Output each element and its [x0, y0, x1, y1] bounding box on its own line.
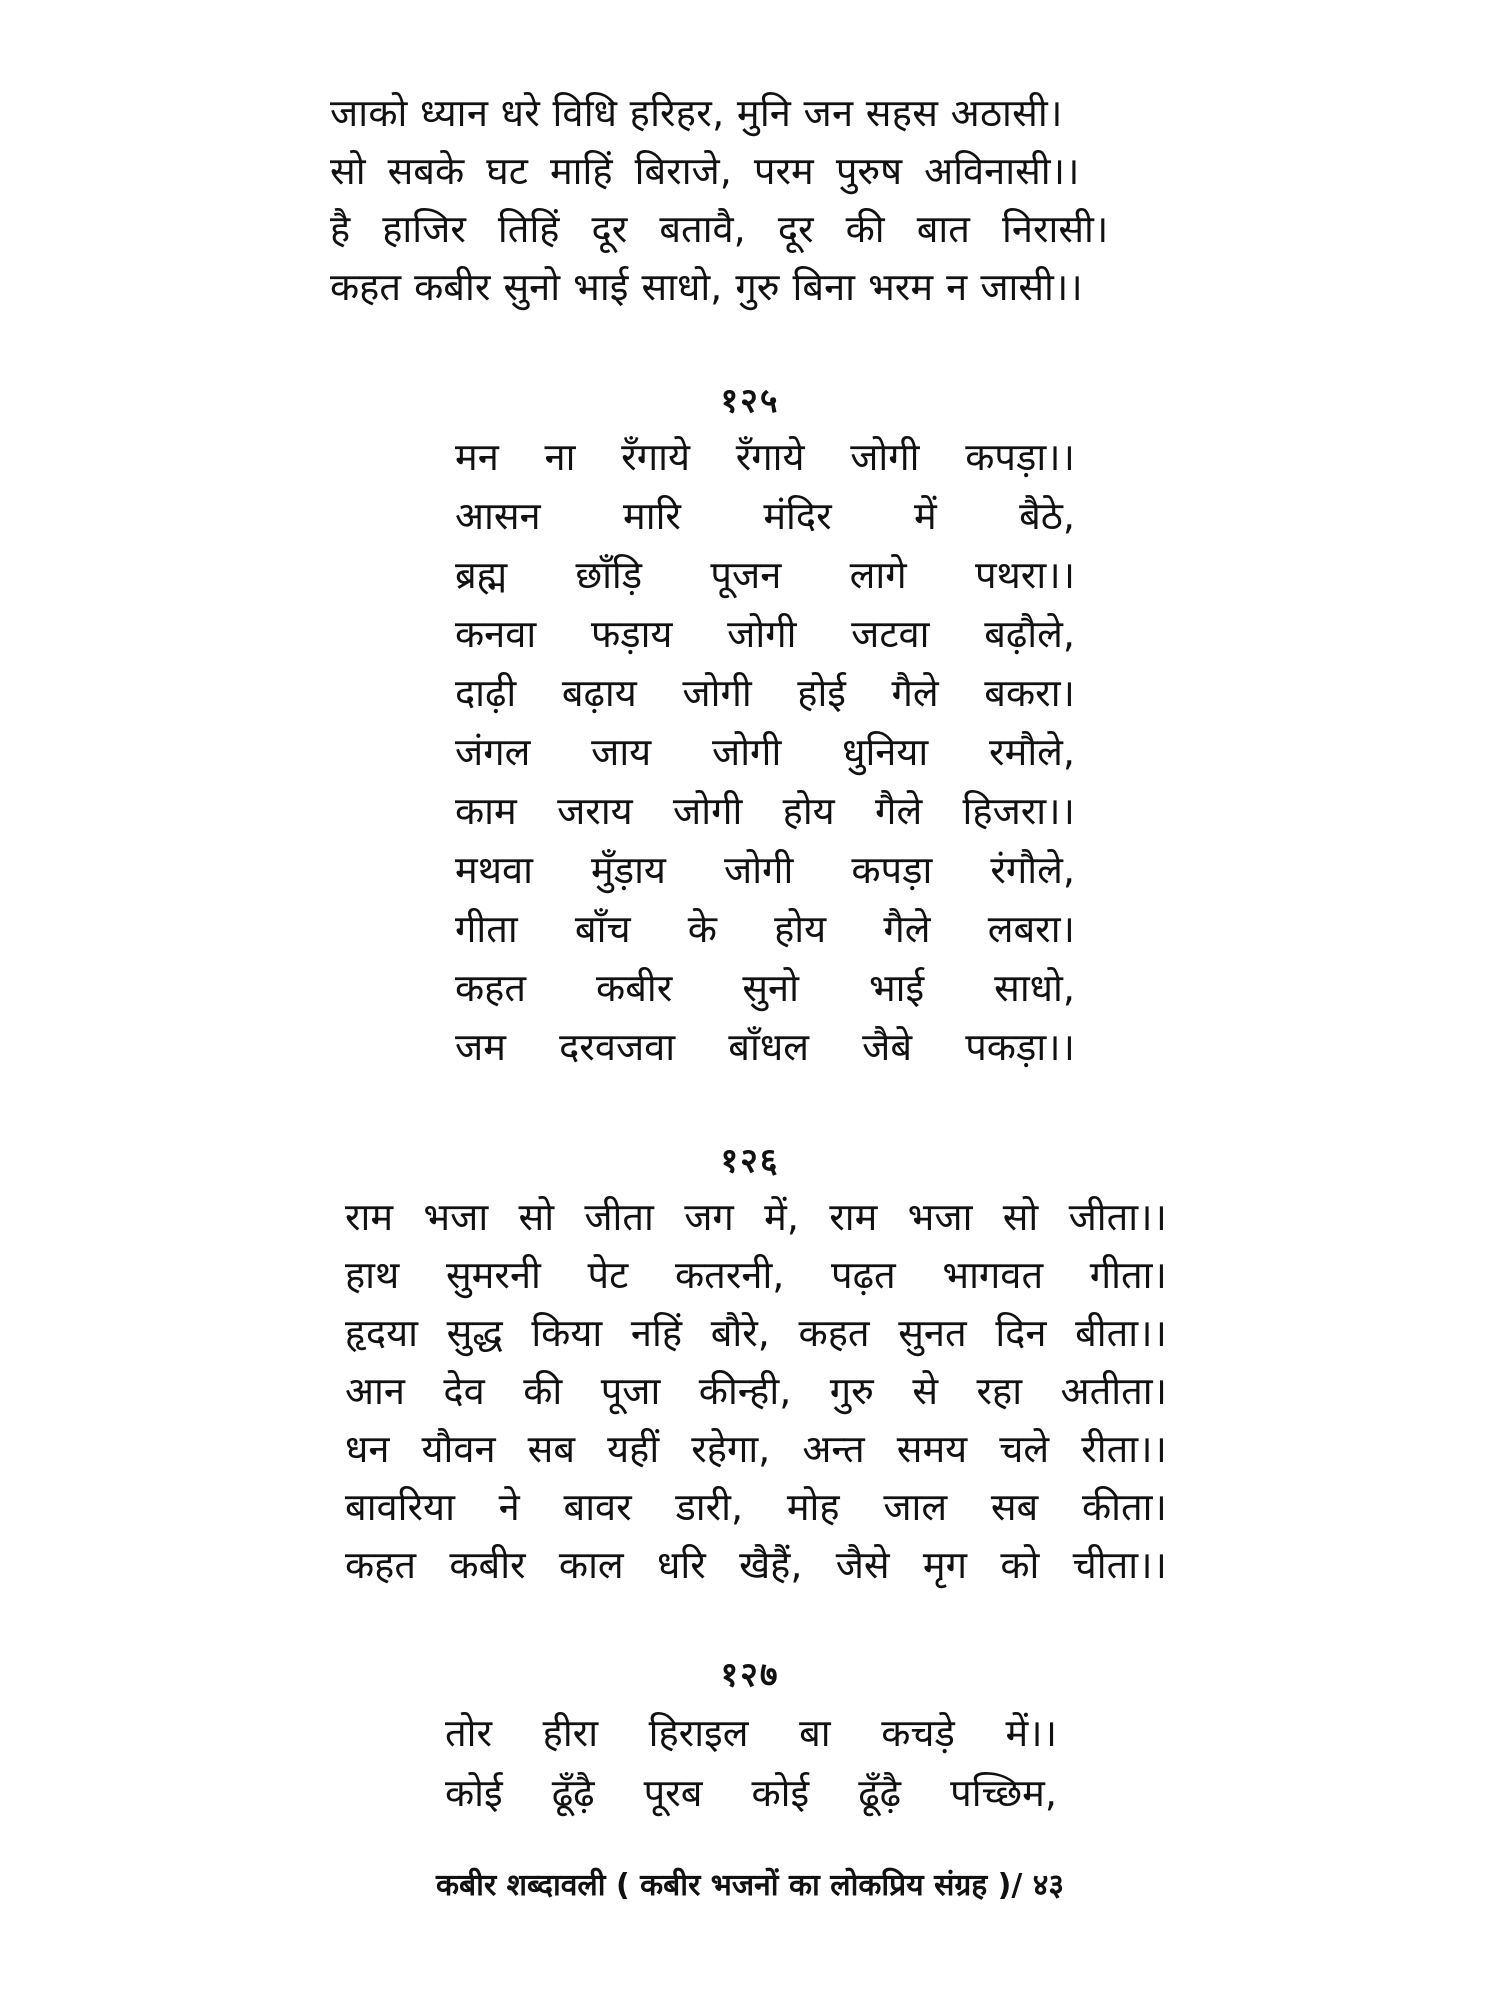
- word: मथवा: [455, 848, 533, 892]
- word: यहीं: [607, 1427, 660, 1471]
- word: बीता।।: [1075, 1311, 1167, 1355]
- word: जाय: [591, 730, 652, 774]
- word: से: [912, 1369, 939, 1413]
- word: यौवन: [421, 1427, 496, 1471]
- word: होय: [774, 907, 827, 951]
- song-125-line: [455, 605, 1075, 663]
- song-125-line: [455, 487, 1075, 545]
- word: किया: [531, 1311, 603, 1355]
- word: भजा: [907, 1195, 973, 1239]
- word: बढ़ाय: [561, 671, 637, 715]
- word: कोई: [751, 1771, 810, 1815]
- word: चीता।।: [1072, 1543, 1167, 1587]
- word: गैले: [883, 907, 931, 951]
- word: ढूँढ़ै: [858, 1771, 902, 1815]
- word: कोई: [445, 1771, 503, 1815]
- word: जाल: [883, 1485, 948, 1529]
- word: बढ़ौले,: [984, 612, 1075, 656]
- word: गीता।: [1089, 1253, 1167, 1297]
- song-126-line: [345, 1536, 1167, 1594]
- song-number-127: १२७: [720, 1655, 780, 1695]
- song-125-line: [455, 1018, 1075, 1076]
- word: पेट: [587, 1253, 629, 1297]
- word: कतरनी,: [674, 1253, 785, 1297]
- word: धरि: [657, 1543, 706, 1587]
- word: कनवा: [455, 612, 537, 656]
- word: दिन: [995, 1311, 1047, 1355]
- song-125-line: [455, 782, 1075, 840]
- word: ने: [498, 1485, 520, 1529]
- word: मारि: [623, 494, 681, 538]
- song-125-line: [455, 428, 1075, 486]
- word: बैठे,: [1019, 494, 1075, 538]
- song-125-line: [455, 664, 1075, 722]
- word: होई: [797, 671, 846, 715]
- word: भाई: [868, 966, 925, 1010]
- song-126-line: [345, 1304, 1167, 1362]
- word: राम: [345, 1195, 394, 1239]
- word: धन: [345, 1427, 390, 1471]
- top-stanza-line: कहत कबीर सुनो भाई साधो, गुरु बिना भरम न जासी।।: [330, 265, 1083, 309]
- word: कहत: [345, 1543, 417, 1587]
- top-stanza-line: सो सबके घट माहिं बिराजे, परम पुरुष अविनासी।।: [330, 149, 1080, 193]
- word: ना: [544, 435, 576, 479]
- word: खैहैं,: [739, 1543, 803, 1587]
- word: रहा: [976, 1369, 1023, 1413]
- word: रँगाये: [621, 435, 690, 479]
- word: डारी,: [675, 1485, 744, 1529]
- song-126-line: [345, 1362, 1167, 1420]
- word: मंदिर: [763, 494, 832, 538]
- word: में,: [764, 1195, 799, 1239]
- word: रँगाये: [735, 435, 805, 479]
- word: जोगी: [712, 730, 782, 774]
- word: हिराइल: [648, 1711, 749, 1755]
- word: गुरु: [829, 1369, 874, 1413]
- word: जम: [455, 1025, 506, 1069]
- word: गैले: [875, 789, 923, 833]
- word: लागे: [849, 553, 907, 597]
- word: कीता।: [1081, 1485, 1167, 1529]
- word: बकरा।: [984, 671, 1075, 715]
- word: नहिं: [630, 1311, 683, 1355]
- song-number-126: १२६: [720, 1141, 780, 1181]
- word: भागवत: [942, 1253, 1044, 1297]
- song-126-line: [345, 1478, 1167, 1536]
- word: काल: [558, 1543, 624, 1587]
- word: सब: [990, 1485, 1039, 1529]
- word: जोगी: [727, 612, 797, 656]
- word: बौरे,: [710, 1311, 770, 1355]
- word: सब: [527, 1427, 576, 1471]
- top-stanza-line: है हाजिर तिहिं दूर बतावै, दूर की बात निरासी।: [330, 207, 1109, 251]
- word: अतीता।: [1060, 1369, 1167, 1413]
- word: जैसे: [835, 1543, 890, 1587]
- word: बावरिया: [345, 1485, 455, 1529]
- word: जग: [684, 1195, 734, 1239]
- word: कबीर: [449, 1543, 526, 1587]
- word: जोगी: [724, 848, 794, 892]
- word: बावर: [563, 1485, 632, 1529]
- word: कबीर: [596, 966, 673, 1010]
- word: चले: [999, 1427, 1050, 1471]
- word: को: [1000, 1543, 1040, 1587]
- word: सुनो: [742, 966, 799, 1010]
- word: पूजन: [710, 553, 782, 597]
- word: सुमरनी: [445, 1253, 541, 1297]
- word: धुनिया: [842, 730, 929, 774]
- word: काम: [455, 789, 517, 833]
- word: पूरब: [643, 1771, 703, 1815]
- word: जोगी: [682, 671, 752, 715]
- word: जंगल: [455, 730, 531, 774]
- song-126-line: [345, 1420, 1167, 1478]
- word: बाँधल: [728, 1025, 809, 1069]
- word: में।।: [1005, 1711, 1057, 1755]
- word: आसन: [455, 494, 541, 538]
- word: पकड़ा।।: [965, 1025, 1075, 1069]
- word: कहत: [455, 966, 527, 1010]
- word: आन: [345, 1369, 405, 1413]
- song-125-line: [455, 723, 1075, 781]
- word: पूजा: [600, 1369, 661, 1413]
- word: दरवजवा: [559, 1025, 676, 1069]
- word: पच्छिम,: [950, 1771, 1057, 1815]
- word: हीरा: [542, 1711, 599, 1755]
- word: बाँच: [574, 907, 631, 951]
- word: कीन्ही,: [698, 1369, 792, 1413]
- word: साधो,: [994, 966, 1075, 1010]
- word: मोह: [786, 1485, 840, 1529]
- word: में: [914, 494, 937, 538]
- word: गैले: [891, 671, 939, 715]
- word: भजा: [423, 1195, 489, 1239]
- word: तोर: [445, 1711, 493, 1755]
- word: देव: [443, 1369, 485, 1413]
- song-125-line: [455, 959, 1075, 1017]
- word: दाढ़ी: [455, 671, 517, 715]
- word: गीता: [455, 907, 518, 951]
- word: रमौले,: [989, 730, 1075, 774]
- word: रंगौले,: [990, 848, 1075, 892]
- word: सुनत: [898, 1311, 967, 1355]
- song-125-line: [455, 841, 1075, 899]
- word: अन्त: [802, 1427, 865, 1471]
- page-footer: कबीर शब्दावली ( कबीर भजनों का लोकप्रिय संग्रह )/ ४३: [436, 1868, 1064, 1903]
- word: मन: [455, 435, 499, 479]
- word: सुद्ध: [446, 1311, 503, 1355]
- song-126-line: [345, 1188, 1167, 1246]
- word: जराय: [557, 789, 633, 833]
- word: सो: [1002, 1195, 1039, 1239]
- word: हिजरा।।: [962, 789, 1075, 833]
- word: ब्रह्म: [455, 553, 508, 597]
- word: कचड़े: [881, 1711, 955, 1755]
- word: लबरा।: [987, 907, 1075, 951]
- word: होय: [782, 789, 835, 833]
- song-125-line: [455, 900, 1075, 958]
- song-127-line: [445, 1704, 1057, 1762]
- word: जोगी: [850, 435, 920, 479]
- top-stanza-line: जाको ध्यान धरे विधि हरिहर, मुनि जन सहस अठासी।: [330, 91, 1063, 135]
- word: कहत: [798, 1311, 870, 1355]
- word: राम: [829, 1195, 878, 1239]
- word: मुँड़ाय: [591, 848, 666, 892]
- word: जैबे: [862, 1025, 913, 1069]
- word: रहेगा,: [691, 1427, 771, 1471]
- word: के: [687, 907, 717, 951]
- word: पथरा।।: [974, 553, 1075, 597]
- word: की: [523, 1369, 563, 1413]
- word: समय: [896, 1427, 968, 1471]
- word: ढूँढ़ै: [551, 1771, 595, 1815]
- word: रीता।।: [1081, 1427, 1167, 1471]
- word: हृदया: [345, 1311, 418, 1355]
- word: सो: [518, 1195, 555, 1239]
- word: मृग: [922, 1543, 968, 1587]
- word: जटवा: [851, 612, 930, 656]
- word: जोगी: [673, 789, 743, 833]
- song-number-125: १२५: [720, 381, 780, 421]
- word: छाँड़ि: [575, 553, 643, 597]
- word: जीता: [584, 1195, 654, 1239]
- word: जीता।।: [1068, 1195, 1167, 1239]
- word: हाथ: [345, 1253, 400, 1297]
- word: पढ़त: [831, 1253, 896, 1297]
- word: फड़ाय: [590, 612, 673, 656]
- word: कपड़ा।।: [965, 435, 1075, 479]
- word: बा: [799, 1711, 831, 1755]
- song-127-line: [445, 1764, 1057, 1822]
- song-125-line: [455, 546, 1075, 604]
- song-126-line: [345, 1246, 1167, 1304]
- word: कपड़ा: [851, 848, 933, 892]
